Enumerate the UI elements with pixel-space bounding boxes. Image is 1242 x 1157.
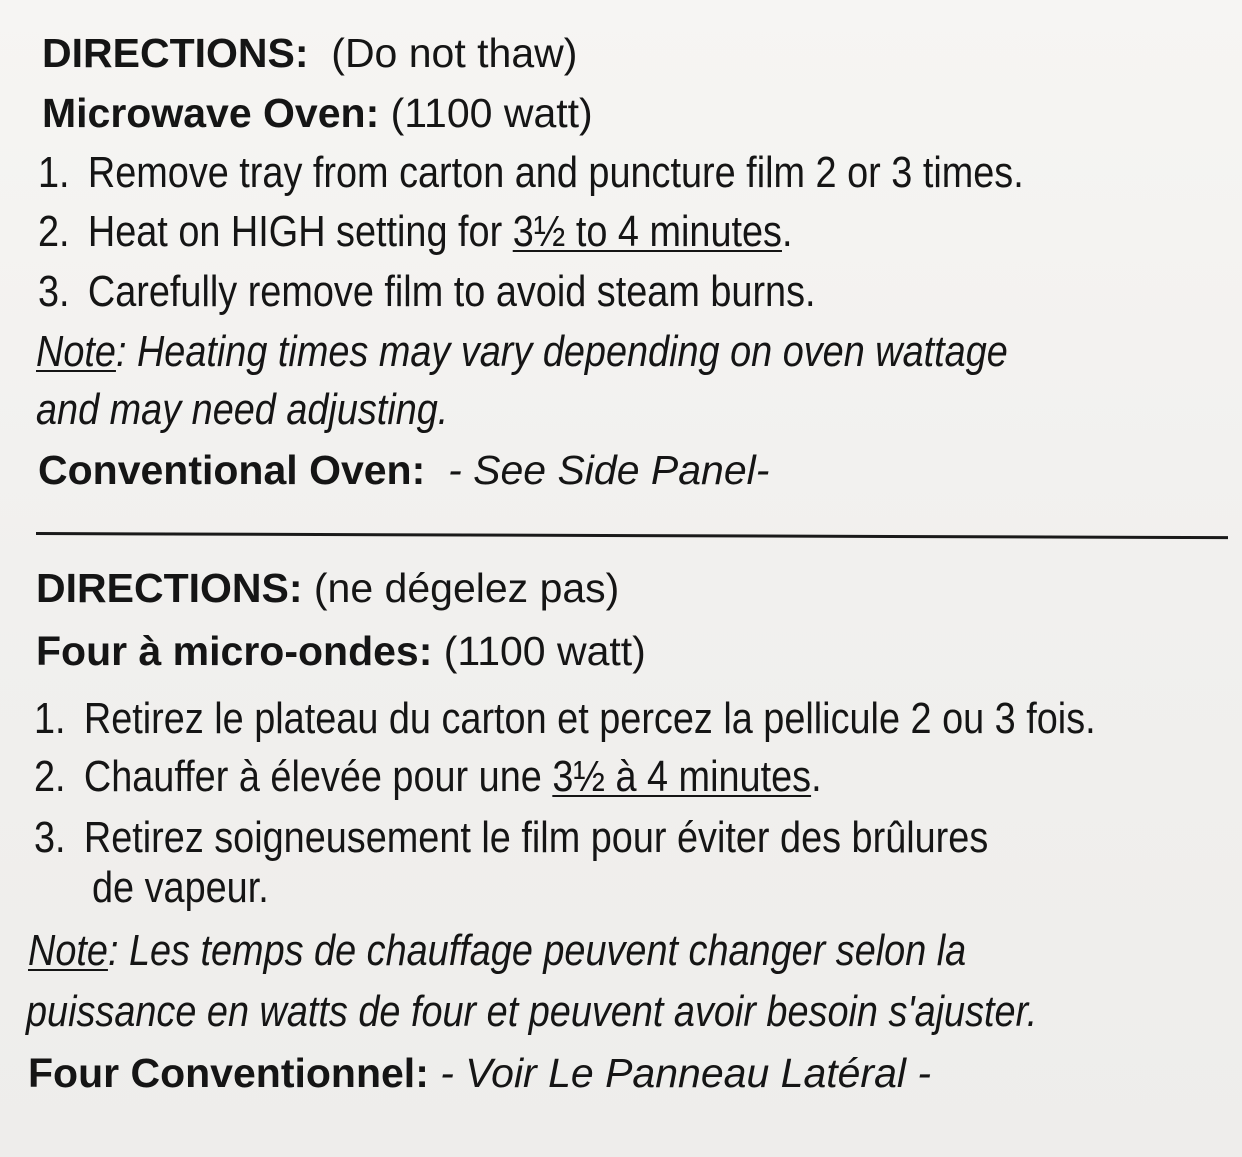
step-1-fr: 1. Retirez le plateau du carton et percez la pellicule 2 ou 3 fois.	[34, 694, 1096, 743]
note-label: Note	[36, 327, 116, 376]
side-panel-reference-fr: - Voir Le Panneau Latéral -	[440, 1050, 932, 1096]
note-line-2: and may need adjusting.	[36, 385, 449, 434]
microwave-label-fr: Four à micro-ondes:	[36, 628, 433, 674]
step-3-fr-continued: de vapeur.	[92, 863, 269, 912]
thaw-note-fr: (ne dégelez pas)	[313, 565, 620, 611]
directions-heading	[42, 30, 578, 76]
side-panel-reference: - See Side Panel-	[448, 447, 770, 493]
thaw-note: (Do not thaw)	[331, 30, 578, 76]
section-divider	[36, 532, 1228, 539]
conventional-label: Conventional Oven:	[38, 447, 426, 493]
step-1: 1. Remove tray from carton and puncture film 2 or 3 times.	[38, 148, 1024, 197]
note-line-1: Note: Heating times may vary depending on oven wattage	[36, 327, 1008, 376]
microwave-wattage: (1100 watt)	[390, 90, 593, 136]
microwave-heading	[42, 90, 593, 136]
heating-time: 3½ to 4 minutes	[512, 207, 782, 256]
note-label-fr: Note	[28, 926, 108, 975]
note-line-2-fr: puissance en watts de four et peuvent avoir besoin s'ajuster.	[26, 987, 1038, 1036]
microwave-heading-fr	[36, 628, 646, 674]
step-3-fr: 3. Retirez soigneusement le film pour éviter des brûlures	[34, 813, 989, 862]
conventional-heading	[38, 447, 770, 493]
directions-label: DIRECTIONS:	[42, 30, 309, 76]
microwave-wattage-fr: (1100 watt)	[443, 628, 646, 674]
note-line-1-fr: Note: Les temps de chauffage peuvent changer selon la	[28, 926, 967, 975]
step-3: 3. Carefully remove film to avoid steam burns.	[38, 267, 816, 316]
step-2: 2. Heat on HIGH setting for 3½ to 4 minutes.	[38, 207, 793, 256]
directions-heading-fr	[36, 565, 620, 611]
directions-label-fr: DIRECTIONS:	[36, 565, 303, 611]
step-2-fr: 2. Chauffer à élevée pour une 3½ à 4 minutes.	[34, 752, 822, 801]
heating-time-fr: 3½ à 4 minutes	[552, 752, 812, 801]
conventional-label-fr: Four Conventionnel:	[28, 1050, 429, 1096]
microwave-label: Microwave Oven:	[42, 90, 380, 136]
conventional-heading-fr	[28, 1050, 932, 1096]
